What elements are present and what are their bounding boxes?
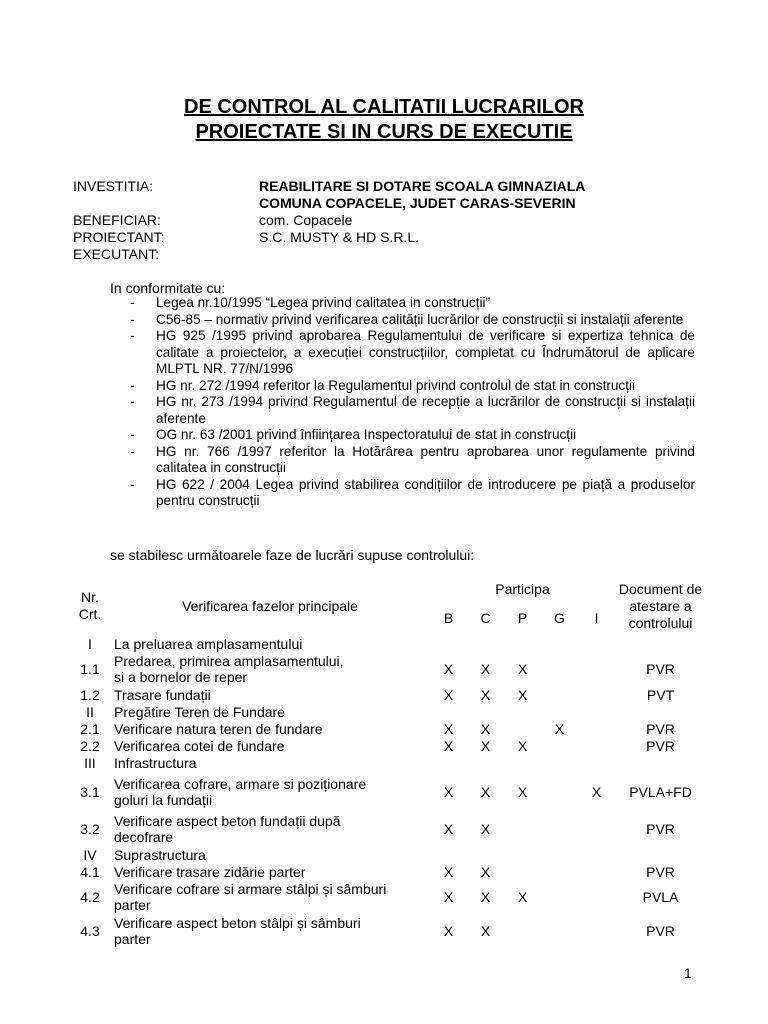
law-text: Legea nr.10/1995 “Legea privind calitatea in construcții”: [156, 295, 491, 310]
header-i: I: [594, 609, 599, 626]
row-nr: 2.1: [80, 720, 100, 737]
row-b: [430, 754, 467, 771]
table-row: [70, 635, 706, 652]
row-c: X: [480, 863, 491, 880]
row-nr: 2.2: [80, 737, 100, 754]
row-doc: PVR: [646, 720, 675, 737]
row-nr: II: [86, 703, 94, 720]
row-b: [430, 703, 467, 720]
row-c: X: [480, 661, 491, 677]
row-doc: PVR: [646, 923, 675, 939]
row-b: X: [443, 783, 454, 800]
law-item: - HG nr. 766 /1997 referitor la Hotărârea pentru aprobarea unor regulamente privind calitatea in construcții: [130, 443, 695, 475]
row-c: [467, 846, 504, 863]
row-p: [504, 846, 541, 863]
row-nr: I: [88, 635, 92, 652]
row-doc: [615, 754, 706, 771]
header-participa: Participa: [495, 580, 550, 597]
law-text: HG nr. 766 /1997 referitor la Hotărârea pentru aprobarea unor regulamente privind calitatea in construcții: [156, 443, 695, 475]
row-desc: Verificare aspect beton fundații după decofrare: [114, 813, 341, 845]
row-p: [504, 812, 541, 846]
row-p: [504, 720, 541, 737]
table-row: [70, 880, 706, 914]
row-desc: Trasare fundații: [114, 686, 211, 703]
row-g: [541, 737, 578, 754]
row-b: X: [443, 737, 454, 754]
table-row: [70, 863, 706, 880]
closing-text: se stabilesc următoarele faze de lucrări supuse controlului:: [110, 547, 475, 563]
row-desc: Verificare aspect beton stâlpi și sâmburi parter: [114, 915, 361, 947]
beneficiar-value: com. Copacele: [259, 212, 353, 228]
row-doc: PVLA+FD: [629, 783, 692, 800]
row-p: [504, 914, 541, 948]
header-g: G: [554, 609, 565, 626]
law-item: - OG nr. 63 /2001 privind înființarea Inspectoratului de stat in construcții: [130, 427, 577, 442]
row-doc: [615, 703, 706, 720]
table-body: [70, 635, 706, 948]
row-i: [578, 914, 615, 948]
table-row: [70, 846, 706, 863]
row-b: [430, 635, 467, 652]
header-nr: Nr. Crt.: [78, 589, 102, 622]
row-p: X: [517, 889, 528, 905]
law-item: - HG 622 / 2004 Legea privind stabilirea condițiilor de introducere pe piață a produselor pentru construcții: [130, 476, 695, 508]
row-g: [541, 880, 578, 914]
row-i: [578, 737, 615, 754]
table-row: [70, 652, 706, 686]
law-text: HG 622 / 2004 Legea privind stabilirea condițiilor de introducere pe piață a produselor pentru construcții: [156, 476, 695, 508]
header-b: B: [443, 609, 454, 626]
row-g: [541, 686, 578, 703]
row-nr: 3.2: [80, 821, 100, 837]
table-row: [70, 720, 706, 737]
document-title-line1: DE CONTROL AL CALITATII LUCRARILOR: [184, 96, 584, 118]
row-g: [541, 652, 578, 686]
row-doc: PVR: [646, 661, 675, 677]
row-b: X: [443, 821, 454, 837]
law-item: - HG nr. 272 /1994 referitor la Regulamentul privind controlul de stat in construcții: [130, 377, 636, 393]
control-table: [70, 577, 706, 948]
laws-list: [130, 295, 695, 510]
row-g: [541, 914, 578, 948]
row-nr: IV: [83, 846, 97, 863]
page-number: 1: [684, 965, 692, 981]
row-nr: 4.3: [80, 923, 100, 939]
law-text: OG nr. 63 /2001 privind înființarea Inspectoratului de stat in construcții: [156, 427, 577, 442]
row-i: [578, 686, 615, 703]
row-c: X: [480, 737, 491, 754]
row-c: X: [480, 889, 491, 905]
row-desc: Verificare cofrare si armare stâlpi și sâmburi parter: [114, 881, 387, 913]
intro-text: In conformitate cu:: [110, 280, 226, 296]
header-desc: Verificarea fazelor principale: [182, 597, 358, 614]
row-g: [541, 754, 578, 771]
row-i: [578, 703, 615, 720]
row-doc: [615, 635, 706, 652]
row-desc: Verificarea cotei de fundare: [114, 737, 285, 754]
investitia-value-line1: REABILITARE SI DOTARE SCOALA GIMNAZIALA: [259, 178, 586, 194]
row-doc: PVT: [646, 686, 675, 703]
row-p: X: [517, 661, 528, 677]
law-item: - HG nr. 273 /1994 privind Regulamentul de recepție a lucrărilor de construcții si instalații aferente: [130, 394, 695, 426]
row-c: X: [480, 783, 491, 800]
row-b: X: [443, 863, 454, 880]
row-i: [578, 754, 615, 771]
law-text: HG nr. 273 /1994 privind Regulamentul de recepție a lucrărilor de construcții si instalații aferente: [156, 394, 695, 426]
row-i: [578, 635, 615, 652]
executant-label: EXECUTANT:: [73, 246, 160, 262]
investitia-label: INVESTITIA:: [73, 178, 154, 194]
row-p: [504, 635, 541, 652]
row-c: X: [480, 686, 491, 703]
header-c: C: [480, 609, 491, 626]
law-item: - Legea nr.10/1995 “Legea privind calitatea in construcții”: [130, 295, 491, 310]
proiectant-label: PROIECTANT:: [73, 229, 165, 245]
row-p: X: [517, 737, 528, 754]
row-i: X: [591, 783, 602, 800]
row-c: [467, 635, 504, 652]
row-p: X: [517, 686, 528, 703]
row-c: X: [480, 720, 491, 737]
row-g: X: [554, 720, 565, 737]
row-desc: Verificare natura teren de fundare: [114, 720, 323, 737]
table-header-row-1: [70, 577, 706, 601]
law-text: HG nr. 272 /1994 referitor la Regulamentul privind controlul de stat in construcții: [156, 377, 636, 393]
investitia-value-line2: COMUNA COPACELE, JUDET CARAS-SEVERIN: [259, 195, 576, 211]
table-row: [70, 737, 706, 754]
row-b: X: [443, 686, 454, 703]
row-doc: PVR: [646, 863, 675, 880]
row-c: [467, 703, 504, 720]
row-i: [578, 720, 615, 737]
row-p: [504, 863, 541, 880]
row-nr: 3.1: [80, 783, 100, 800]
row-i: [578, 812, 615, 846]
row-i: [578, 880, 615, 914]
row-doc: [615, 846, 706, 863]
row-doc: PVR: [646, 821, 675, 837]
row-nr: 1.1: [80, 661, 100, 677]
table-row: [70, 771, 706, 812]
row-nr: 4.1: [80, 863, 100, 880]
header-doc: Document de atestare a controlului: [618, 580, 703, 631]
header-p: P: [517, 609, 528, 626]
row-g: [541, 771, 578, 812]
table-row: [70, 686, 706, 703]
row-g: [541, 863, 578, 880]
row-p: [504, 703, 541, 720]
row-b: X: [443, 720, 454, 737]
beneficiar-label: BENEFICIAR:: [73, 212, 161, 228]
row-desc: La preluarea amplasamentului: [114, 635, 303, 652]
row-b: X: [443, 661, 454, 677]
row-g: [541, 703, 578, 720]
row-desc: Verificare trasare zidărie parter: [114, 863, 306, 880]
row-g: [541, 635, 578, 652]
row-b: [430, 846, 467, 863]
row-c: X: [480, 923, 491, 939]
row-nr: 1.2: [80, 686, 100, 703]
row-desc: Verificarea cofrare, armare si poziționare goluri la fundații: [114, 775, 367, 808]
proiectant-value: S.C. MUSTY & HD S.R.L.: [259, 229, 419, 245]
row-c: [467, 754, 504, 771]
document-title-line2: PROIECTATE SI IN CURS DE EXECUTIE: [195, 121, 573, 143]
table-row: [70, 703, 706, 720]
table-row: [70, 812, 706, 846]
row-b: X: [443, 923, 454, 939]
row-desc: Predarea, primirea amplasamentului, si a bornelor de reper: [114, 653, 344, 685]
row-desc: Infrastructura: [114, 754, 197, 771]
row-p: X: [517, 783, 528, 800]
row-p: [504, 754, 541, 771]
row-c: X: [480, 821, 491, 837]
row-g: [541, 846, 578, 863]
row-nr: III: [84, 754, 96, 771]
row-i: [578, 846, 615, 863]
row-i: [578, 863, 615, 880]
row-desc: Pregătire Teren de Fundare: [114, 703, 285, 720]
row-nr: 4.2: [80, 889, 100, 905]
row-desc: Suprastructura: [114, 846, 206, 863]
law-item: - HG 925 /1995 privind aprobarea Regulamentului de verificare si expertiza tehnica de calitate a proiectelor, a execuției construcțiilor, completat cu Îndrumătorul de aplicare MLPTL NR. 77/N/1996: [130, 328, 695, 376]
law-text: C56-85 – normativ privind verificarea calității lucrărilor de construcții si instalații aferente: [156, 311, 684, 327]
table-row: [70, 914, 706, 948]
law-item: - C56-85 – normativ privind verificarea calității lucrărilor de construcții si instalații aferente: [130, 311, 684, 327]
row-g: [541, 812, 578, 846]
table-row: [70, 754, 706, 771]
row-b: X: [443, 889, 454, 905]
row-doc: PVLA: [642, 889, 679, 905]
row-doc: PVR: [646, 737, 675, 754]
law-text: HG 925 /1995 privind aprobarea Regulamentului de verificare si expertiza tehnica de calitate a proiectelor, a execuției construcțiilor, completat cu Îndrumătorul de aplicare MLPTL NR. 77/N/1996: [156, 328, 695, 376]
row-i: [578, 652, 615, 686]
